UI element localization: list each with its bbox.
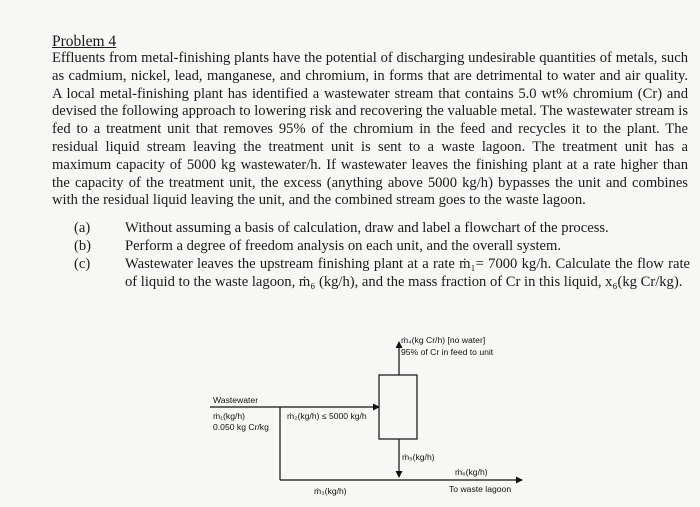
problem-title: Problem 4 [52,33,117,50]
stream-6-label: ṁ₆(kg/h) [455,467,488,477]
question-a-text: Without assuming a basis of calculation, draw and label a flowchart of the process. [125,220,609,236]
stream-5-label: ṁ₅(kg/h) [402,452,435,462]
stream-2-label: ṁ₂(kg/h) ≤ 5000 kg/h [287,411,367,421]
feed-rate-label: ṁ₁(kg/h) [213,411,246,421]
feed-composition-label: 0.050 kg Cr/kg [213,422,269,432]
question-b-text: Perform a degree of freedom analysis on each unit, and the overall system. [125,238,562,254]
destination-label: To waste lagoon [449,484,512,494]
stream-4-note: 95% of Cr in feed to unit [401,347,494,357]
question-a-label: (a) [74,220,91,236]
stream-4-label: ṁ₄(kg Cr/h) [no water] [401,335,486,345]
question-b-label: (b) [74,238,92,254]
question-c-label: (c) [74,256,91,272]
question-c-text: Wastewater leaves the upstream finishing plant at a rate ṁ₁= 7000 kg/h. Calculate the flow rate of liquid to the waste lagoon, ṁ₆ (kg/h), and the mass fraction of Cr in this liquid, x₆(kg Cr/kg). [125,256,690,290]
problem-statement: Effluents from metal-finishing plants have the potential of discharging undesirable quantities of metals, such as cadmium, nickel, lead, manganese, and chromium, in forms that are detrimental to water and air quality. A local metal-finishing plant has identified a wastewater stream that contains 5.0 wt% chromium (Cr) and devised the following approach to lowering risk and recovering the valuable metal. The wastewater stream is fed to a treatment unit that removes 95% of the chromium in the feed and recycles it to the plant. The residual liquid stream leaving the treatment unit is sent to a waste lagoon. The treatment unit has a maximum capacity of 5000 kg wastewater/h. If wastewater leaves the finishing plant at a rate higher than the capacity of the treatment unit, the excess (anything above 5000 kg/h) bypasses the unit and combines with the residual liquid leaving the unit, and the combined stream goes to the waste lagoon. [52,50,688,209]
treatment-unit-box [379,375,417,439]
stream-3-label: ṁ₃(kg/h) [314,486,347,496]
feed-title: Wastewater [213,395,259,405]
